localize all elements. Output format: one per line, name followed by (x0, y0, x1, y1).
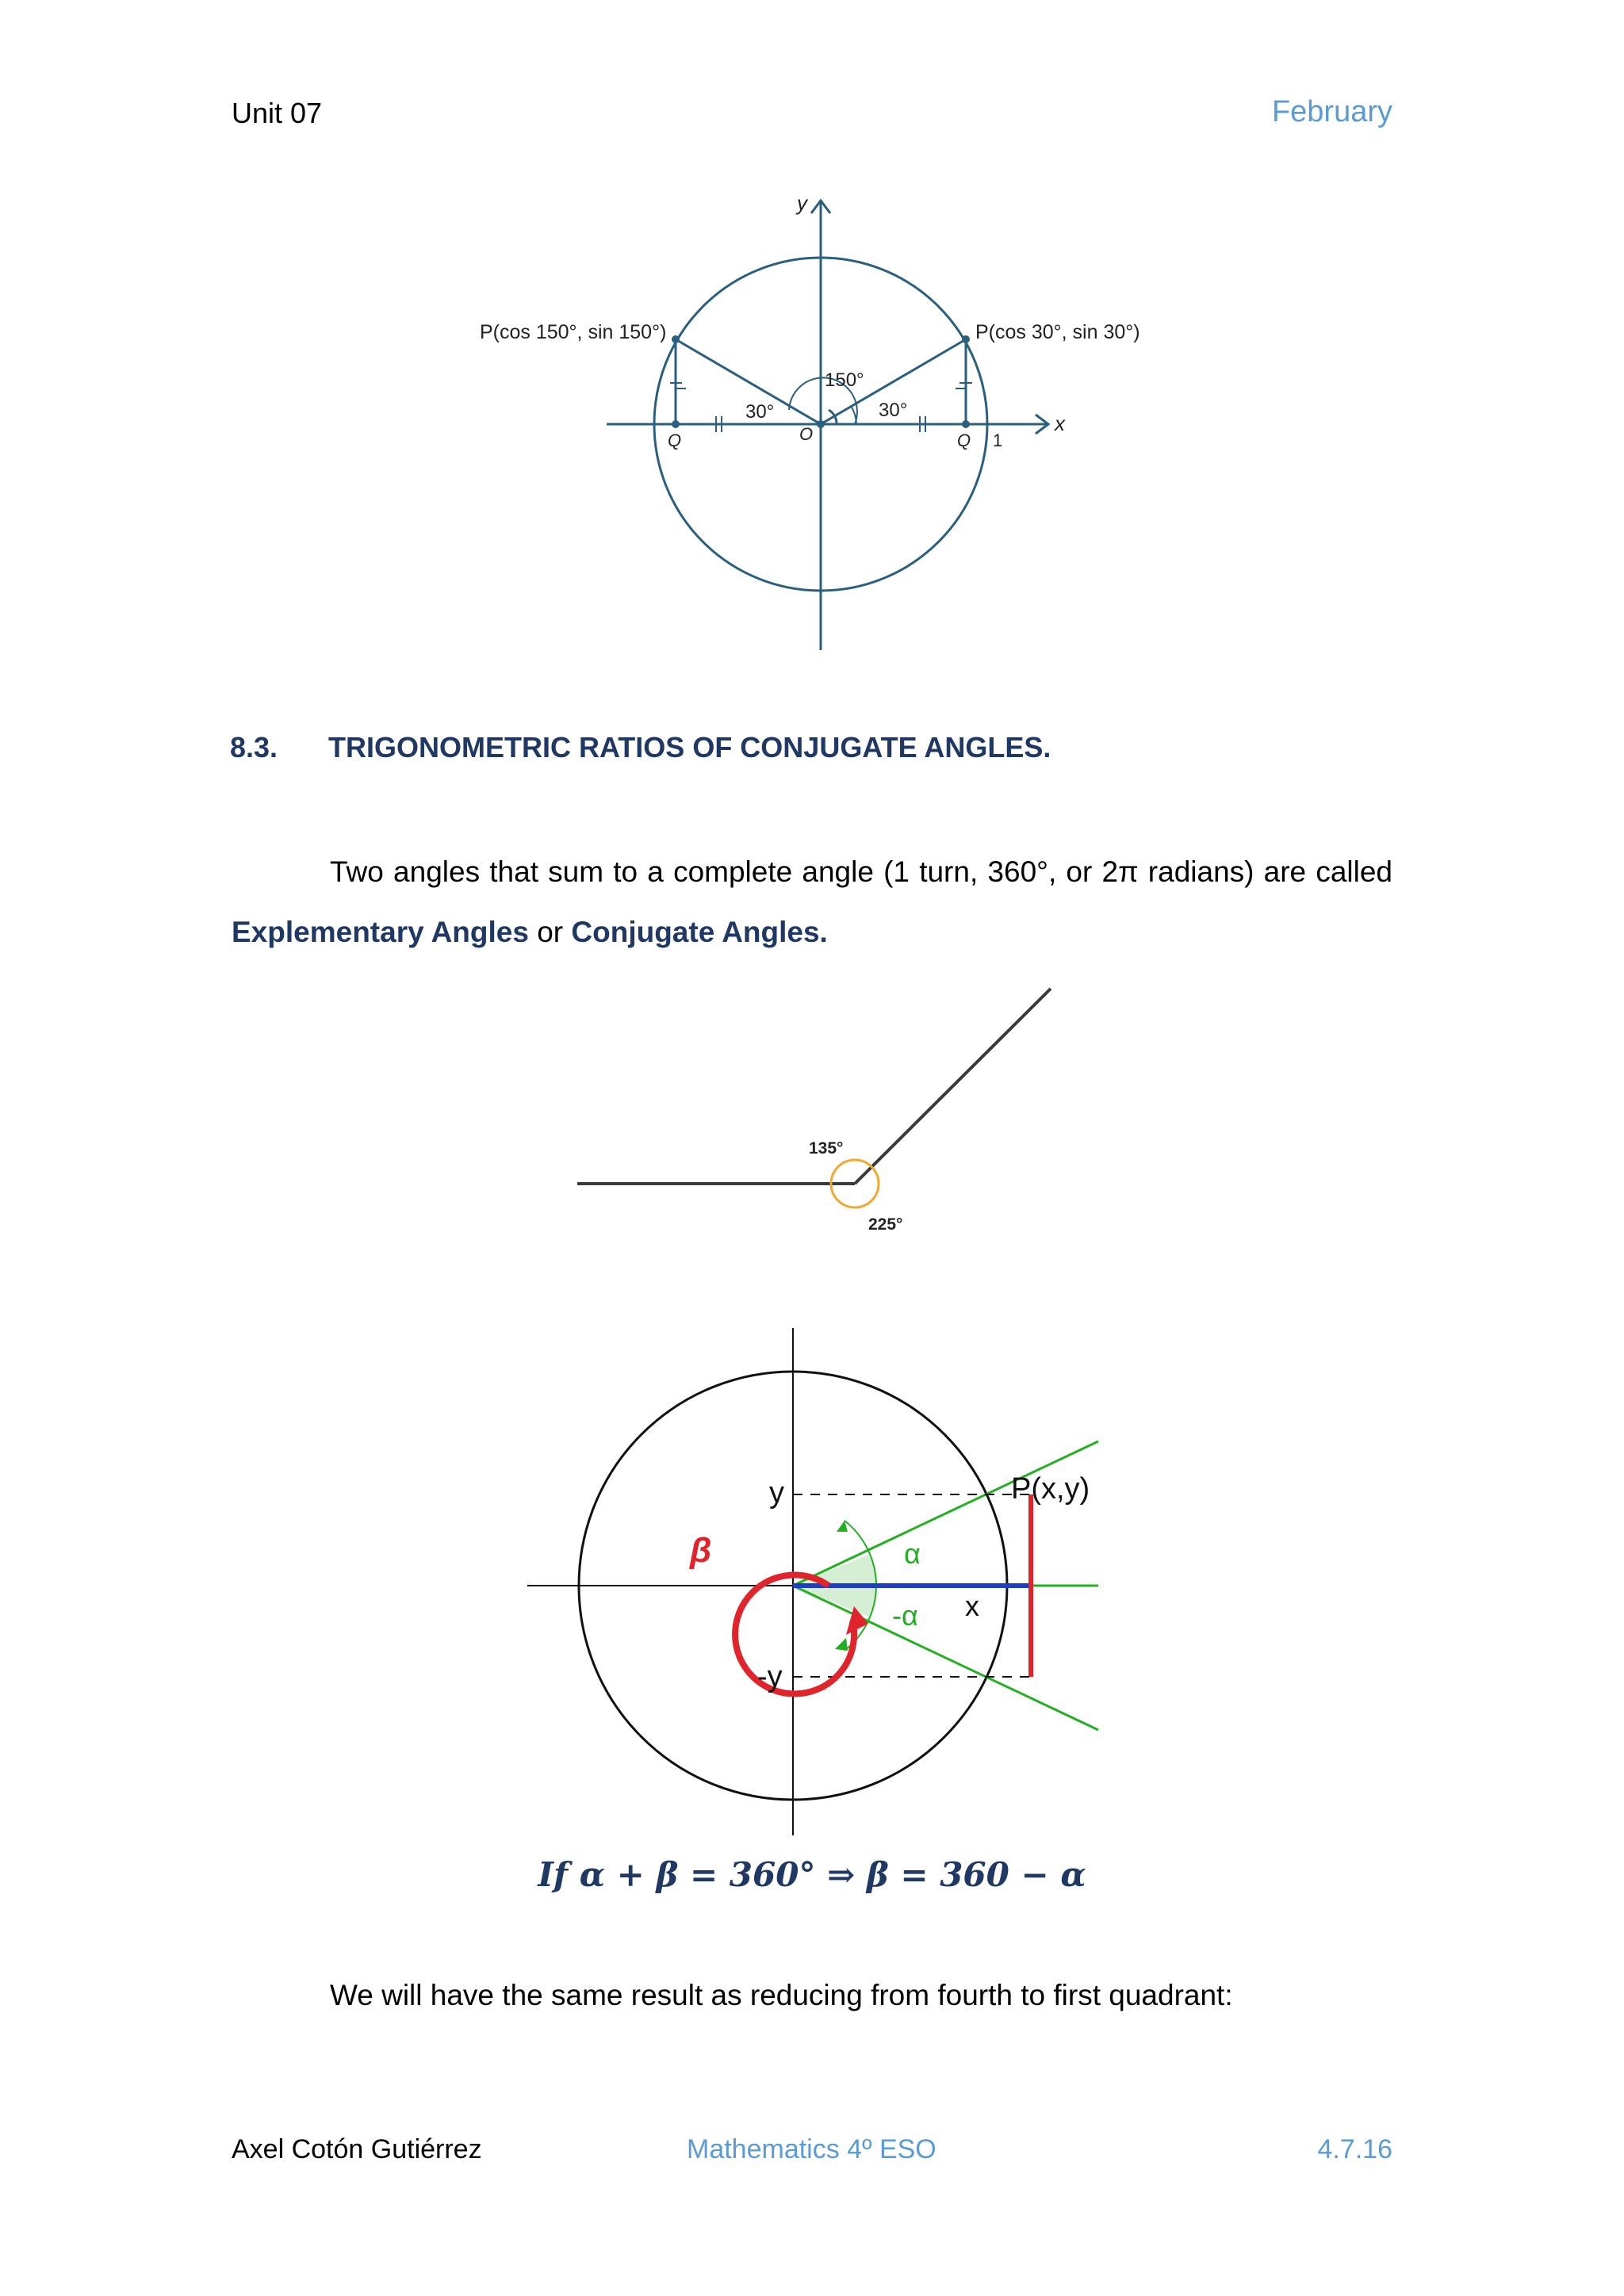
alpha-label: α (904, 1537, 921, 1570)
neg-alpha-label: -α (892, 1599, 918, 1632)
conjugate-angle-figure (571, 979, 1063, 1249)
angle-30-right-label: 30° (879, 400, 908, 421)
x-label: x (965, 1590, 979, 1622)
footer-course: Mathematics 4º ESO (687, 2134, 936, 2164)
section-heading (230, 731, 1051, 764)
footer-author: Axel Cotón Gutiérrez (232, 2134, 482, 2164)
x-axis-label: x (1055, 411, 1065, 435)
point-30-label: P(cos 30°, sin 30°) (975, 321, 1140, 343)
angle-225-label: 225° (868, 1215, 903, 1234)
section-number: 8.3. (230, 731, 278, 763)
origin-label: O (799, 424, 814, 444)
green-ray-down (793, 1586, 1098, 1730)
paragraph-text-1: Two angles that sum to a complete angle (1 turn, 360°, or 2π radians) are called (330, 855, 1392, 888)
y-axis-label: y (797, 191, 807, 215)
unit-circle-figure (468, 186, 1166, 662)
definition-paragraph (232, 842, 1392, 962)
point-150-label: P(cos 150°, sin 150°) (480, 321, 667, 343)
term-conjugate: Conjugate Angles. (571, 916, 828, 948)
footer-page: 4.7.16 (1317, 2134, 1392, 2164)
closing-paragraph: We will have the same result as reducing from fourth to first quadrant: (330, 1979, 1233, 2011)
y-label: y (769, 1476, 784, 1510)
explementary-circle-figure (527, 1324, 1106, 1839)
angle-135-label: 135° (809, 1139, 844, 1158)
header-unit: Unit 07 (232, 97, 323, 129)
angle-30-left-label: 30° (745, 401, 775, 423)
angle-150-label: 150° (825, 369, 864, 391)
point-label: P(x,y) (1011, 1472, 1090, 1506)
neg-y-label: -y (757, 1660, 783, 1693)
header-month: February (1271, 95, 1392, 128)
green-ray-up (793, 1441, 1098, 1586)
one-label: 1 (993, 430, 1003, 450)
q-left-label: Q (668, 430, 682, 450)
term-explementary: Explementary Angles (232, 916, 529, 948)
section-title: TRIGONOMETRIC RATIOS OF CONJUGATE ANGLES. (328, 731, 1051, 763)
q-right-label: Q (957, 430, 971, 450)
formula: If α + β = 360° ⇒ β = 360 − α (538, 1855, 1086, 1894)
beta-label: β (690, 1531, 712, 1570)
paragraph-text-2: or (528, 916, 572, 948)
ray-diagonal (855, 989, 1051, 1184)
